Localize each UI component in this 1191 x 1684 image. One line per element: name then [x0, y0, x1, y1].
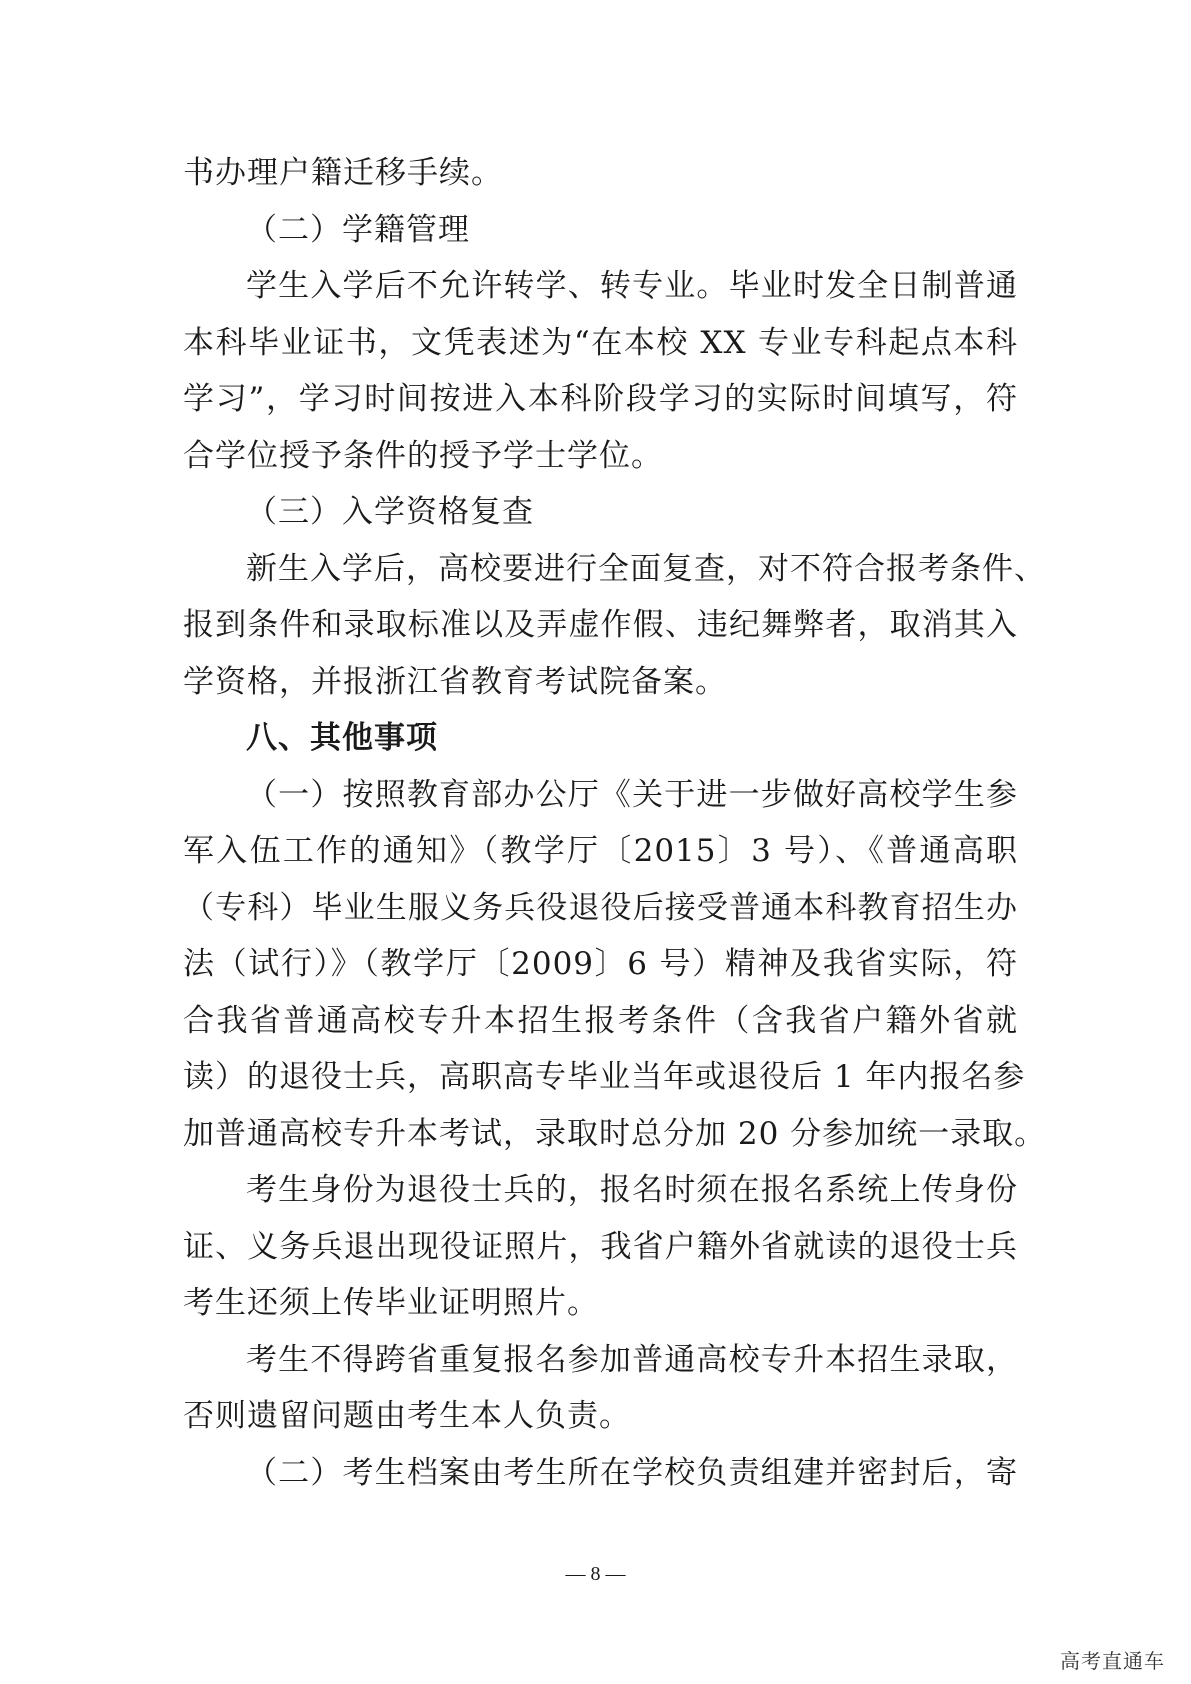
- text-line: 学生入学后不允许转学、转专业。毕业时发全日制普通: [246, 268, 1018, 304]
- text-line: 考生不得跨省重复报名参加普通高校专升本招生录取，: [246, 1341, 1018, 1378]
- text-line: 书办理户籍迁移手续。: [183, 155, 503, 191]
- text-line: 加普通高校专升本考试，录取时总分加 20 分参加统一录取。: [183, 1115, 1047, 1152]
- text-line: 证、义务兵退出现役证照片，我省户籍外省就读的退役士兵: [183, 1228, 1018, 1265]
- section-heading-other-matters: 八、其他事项: [246, 720, 438, 756]
- text-line: 否则遗留问题由考生本人负责。: [183, 1398, 631, 1434]
- text-line: 考生还须上传毕业证明照片。: [183, 1285, 599, 1321]
- text-line: 学习”，学习时间按进入本科阶段学习的实际时间填写，符: [183, 381, 1018, 417]
- text-line: 新生入学后，高校要进行全面复查，对不符合报考条件、: [246, 550, 1046, 587]
- text-line: 法（试行）》（教学厅〔2009〕6 号）精神及我省实际，符: [183, 946, 1018, 982]
- watermark-label: 高考直通车: [1060, 1649, 1165, 1673]
- text-line: 合学位授予条件的授予学士学位。: [183, 437, 663, 474]
- text-line: （二）考生档案由考生所在学校负责组建并密封后，寄: [246, 1454, 1018, 1491]
- text-line: 学资格，并报浙江省教育考试院备案。: [183, 663, 727, 700]
- page-number: — 8 —: [565, 1563, 626, 1585]
- section-heading-student-records: （二）学籍管理: [246, 211, 470, 248]
- text-line: 合我省普通高校专升本招生报考条件（含我省户籍外省就: [183, 1002, 1018, 1039]
- text-line: 报到条件和录取标准以及弄虚作假、违纪舞弊者，取消其入: [183, 607, 1018, 643]
- text-line: 军入伍工作的通知》（教学厅〔2015〕3 号）、《普通高职: [183, 833, 1018, 869]
- document-body: [183, 145, 1047, 1501]
- text-line: 本科毕业证书，文凭表述为“在本校 XX 专业专科起点本科: [183, 324, 1018, 361]
- text-line: （专科）毕业生服义务兵役退役后接受普通本科教育招生办: [183, 889, 1018, 926]
- text-line: （一）按照教育部办公厅《关于进一步做好高校学生参: [246, 776, 1018, 813]
- text-line: 考生身份为退役士兵的，报名时须在报名系统上传身份: [246, 1172, 1018, 1208]
- section-heading-admission-review: （三）入学资格复查: [246, 494, 534, 530]
- text-line: 读）的退役士兵，高职高专毕业当年或退役后 1 年内报名参: [183, 1059, 1026, 1095]
